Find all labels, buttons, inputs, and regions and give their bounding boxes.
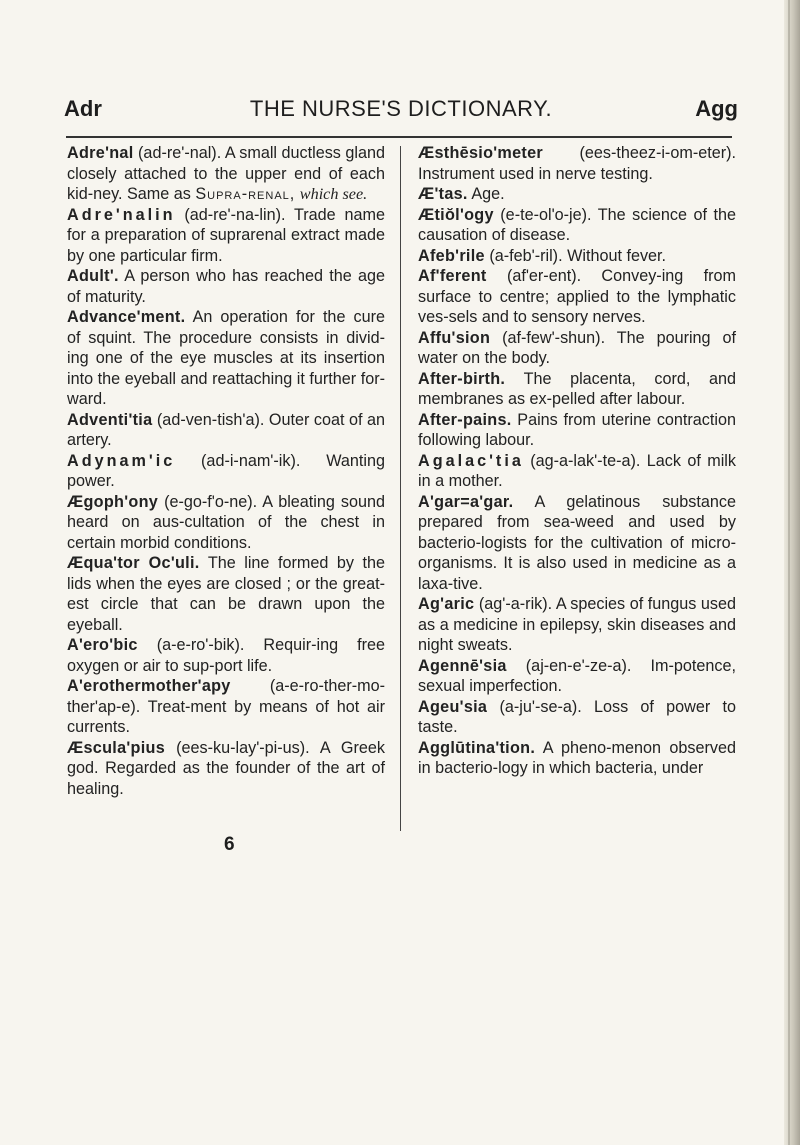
page-edge-line: [788, 0, 790, 1145]
pronunciation: (ad-i-nam'-ik).: [201, 451, 301, 470]
definition: Age.: [471, 185, 505, 203]
pronunciation: (ad-ven-tish'a).: [156, 410, 265, 429]
entry: [67, 451, 385, 492]
headword: Adre'nalin: [67, 205, 176, 224]
definition: A gelatinous substance prepared from sea-weed and used by bacterio-logists for the cultivation of micro-organisms. It is also used in medicine as a laxa-tive.: [418, 492, 736, 593]
definition: The placenta, cord, and membranes as ex-pelled after labour.: [418, 369, 736, 408]
pronunciation: (ad-re'-na-lin).: [184, 205, 286, 224]
left-column: [67, 143, 385, 799]
headword: Ægoph'ony: [67, 492, 159, 511]
headword: Agglūtina'tion.: [418, 738, 536, 757]
entry: [67, 307, 385, 410]
headword: Advance'ment.: [67, 308, 186, 326]
definition: A species of fungus used as a medicine in epilepsy, skin diseases and night sweats.: [418, 595, 737, 654]
right-column: [418, 143, 736, 779]
pronunciation: (ees-theez-i-om-eter).: [579, 144, 736, 162]
headword: Æscula'pius: [67, 738, 166, 757]
header-rule: [66, 136, 732, 138]
entry: [67, 143, 385, 205]
pronunciation: (a-ju'-se-a).: [499, 697, 582, 716]
definition: Pains from uterine contraction following labour.: [418, 410, 736, 449]
headword: After-birth.: [418, 369, 506, 388]
headword: Afeb'rile: [418, 246, 485, 265]
page-number: 6: [224, 834, 235, 855]
entry: [418, 451, 736, 492]
headword: Adventi'tia: [67, 410, 153, 429]
headword: Ageu'sia: [418, 697, 488, 716]
running-header: [64, 96, 738, 130]
entry: [67, 553, 385, 635]
headword: Agalac'tia: [418, 451, 524, 470]
definition: Requir-ing free oxygen or air to sup-port life.: [67, 636, 386, 675]
entry: [418, 656, 736, 697]
pronunciation: (a-e-ro'-bik).: [156, 636, 245, 654]
definition: A bleating sound heard on aus-cultation of the chest in certain morbid conditions.: [67, 492, 386, 552]
definition: Instrument used in nerve testing.: [418, 164, 653, 183]
entry: [67, 266, 385, 307]
page-edge: [784, 0, 800, 1145]
definition: An operation for the cure of squint. The procedure consists in divid-ing one of the eye muscles at its insertion into the eyeball and reattaching it further for-ward.: [67, 308, 385, 408]
pronunciation: (af'er-ent).: [506, 267, 582, 285]
pronunciation: (ag-a-lak'-te-a).: [530, 451, 641, 470]
definition: Trade name for a preparation of suprarenal extract made by one particular firm.: [67, 205, 385, 265]
entry: [67, 738, 385, 800]
definition: Convey-ing from surface to centre; applied to the lymphatic ves-sels and to sensory nerves.: [418, 267, 736, 326]
pronunciation: (ad-re'-nal).: [138, 144, 222, 162]
entry: [67, 635, 385, 676]
headword: Æqua'tor Oc'uli.: [67, 554, 200, 572]
definition: The pouring of water on the body.: [418, 328, 736, 367]
header-left-guideword: Adr: [64, 96, 102, 121]
definition: Outer coat of an artery.: [67, 410, 385, 449]
entry: [418, 697, 736, 738]
headword: Affu'sion: [418, 328, 491, 347]
definition: Wanting power.: [67, 451, 385, 490]
pronunciation: (e-go-f'o-ne).: [164, 492, 258, 511]
definition: The line formed by the lids when the eyes are closed ; or the great-est circle that can be drawn upon the eyeball.: [67, 554, 386, 634]
cross-reference: Supra-renal,: [195, 185, 296, 203]
see-note: which see.: [299, 185, 368, 203]
headword: Æsthēsio'meter: [418, 144, 543, 162]
headword: A'ero'bic: [67, 636, 138, 654]
headword: A'erothermother'apy: [67, 677, 231, 695]
pronunciation: (ag'-a-rik).: [478, 595, 553, 613]
entry: [67, 676, 385, 738]
definition: Without fever.: [567, 246, 667, 265]
headword: Ag'aric: [418, 595, 475, 613]
headword: Af'ferent: [418, 267, 487, 285]
headword: Agennē'sia: [418, 656, 507, 675]
pronunciation: (aj-en-e'-ze-a).: [525, 656, 632, 675]
headword: Æ'tas.: [418, 185, 468, 203]
entry: [418, 205, 736, 246]
entry: [418, 143, 736, 184]
entry: [418, 738, 736, 779]
definition: A small ductless gland closely attached to the upper end of each kid-ney. Same as: [67, 144, 386, 203]
entry: [418, 594, 736, 656]
entry: [67, 205, 385, 267]
definition: A person who has reached the age of maturity.: [67, 267, 385, 306]
headword: Adre'nal: [67, 144, 134, 162]
entry: [67, 410, 385, 451]
definition: Treat-ment by means of hot air currents.: [67, 697, 385, 736]
definition: Im-potence, sexual imperfection.: [418, 656, 736, 695]
header-right-guideword: Agg: [695, 96, 738, 121]
definition: The science of the causation of disease.: [418, 205, 736, 244]
definition: Loss of power to taste.: [418, 697, 736, 736]
entry: [418, 246, 736, 267]
definition: A pheno-menon observed in bacterio-logy in which bacteria, under: [418, 738, 736, 777]
entry: [418, 184, 736, 205]
entry: [418, 410, 736, 451]
entry: [418, 492, 736, 595]
entry: [418, 266, 736, 328]
pronunciation: (a-e-ro-ther-mo-ther'ap-e).: [67, 677, 385, 716]
headword: After-pains.: [418, 410, 512, 429]
column-divider: [400, 146, 401, 831]
headword: Adult'.: [67, 267, 119, 285]
definition: A Greek god. Regarded as the founder of the art of healing.: [67, 738, 385, 798]
pronunciation: (a-feb'-ril).: [489, 246, 563, 265]
headword: A'gar=a'gar.: [418, 492, 514, 511]
headword: Adynam'ic: [67, 451, 176, 470]
entry: [418, 369, 736, 410]
definition: Lack of milk in a mother.: [418, 451, 736, 490]
pronunciation: (af-few'-shun).: [502, 328, 606, 347]
pronunciation: (ees-ku-lay'-pi-us).: [176, 738, 310, 757]
entry: [418, 328, 736, 369]
header-title: THE NURSE'S DICTIONARY.: [249, 96, 553, 121]
headword: Ætiŏl'ogy: [418, 205, 494, 224]
pronunciation: (e-te-ol'o-je).: [500, 205, 592, 224]
entry: [67, 492, 385, 554]
